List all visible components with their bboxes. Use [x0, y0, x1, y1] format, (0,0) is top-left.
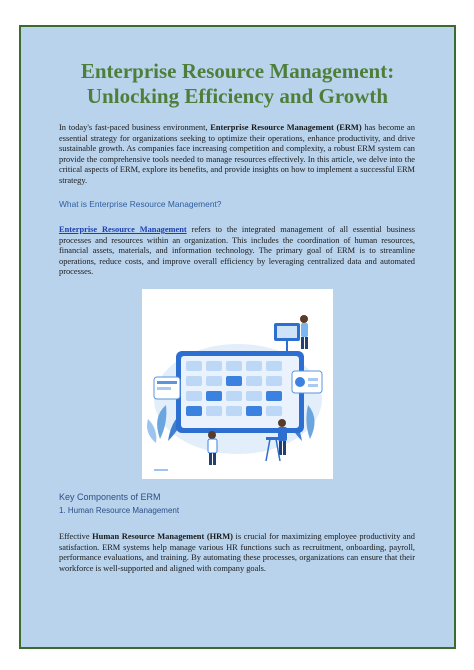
definition-text: refers to the integrated management of all essential business processes and resources within an organization. This includes the coordination of human resources, financial assets, materials, and information technology. The primary goal of ERM is to streamline operations, reduce costs, and improve overall efficiency by leveraging centralized data and automated processes. [59, 225, 415, 277]
definition-paragraph [59, 225, 415, 278]
title-line-2: Unlocking Efficiency and Growth [86, 84, 389, 108]
page-title [21, 59, 454, 109]
intro-text-end: has become an essential strategy for organizations seeking to optimize their operations, enhance productivity, and drive sustainable growth. As companies face increasing competition and complexity, a robust ERM system can provide the comprehensive tools needed to manage resources effectively. In this article, we delve into the critical aspects of ERM, explore its benefits, and provide insights on how to implement a successful ERM strategy. [59, 123, 415, 185]
hrm-text-end: is crucial for maximizing employee productivity and satisfaction. ERM systems help manage various HR functions such as recruitment, onboarding, payroll, performance evaluations, and training. By automating these processes, organizations can ensure that their workforce is well-supported and aligned with company goals. [59, 532, 415, 573]
section-heading-key-components: Key Components of ERM [59, 492, 161, 502]
intro-bold-term: Enterprise Resource Management (ERM) [210, 123, 362, 132]
erm-link[interactable]: Enterprise Resource Management [59, 225, 187, 234]
intro-text-start: In today's fast-paced business environment, [59, 123, 211, 132]
dashboard-illustration-icon [142, 289, 333, 479]
subsection-heading-hrm: 1. Human Resource Management [59, 506, 180, 515]
erm-illustration [142, 289, 333, 479]
title-line-1: Enterprise Resource Management: [80, 59, 395, 83]
section-heading-what-is-erm: What is Enterprise Resource Management? [59, 199, 222, 209]
hrm-bold-term: Human Resource Management (HRM) [92, 532, 233, 541]
hrm-text-start: Effective [59, 532, 93, 541]
document-page [19, 25, 456, 649]
hrm-paragraph [59, 532, 415, 574]
intro-paragraph [59, 123, 415, 187]
